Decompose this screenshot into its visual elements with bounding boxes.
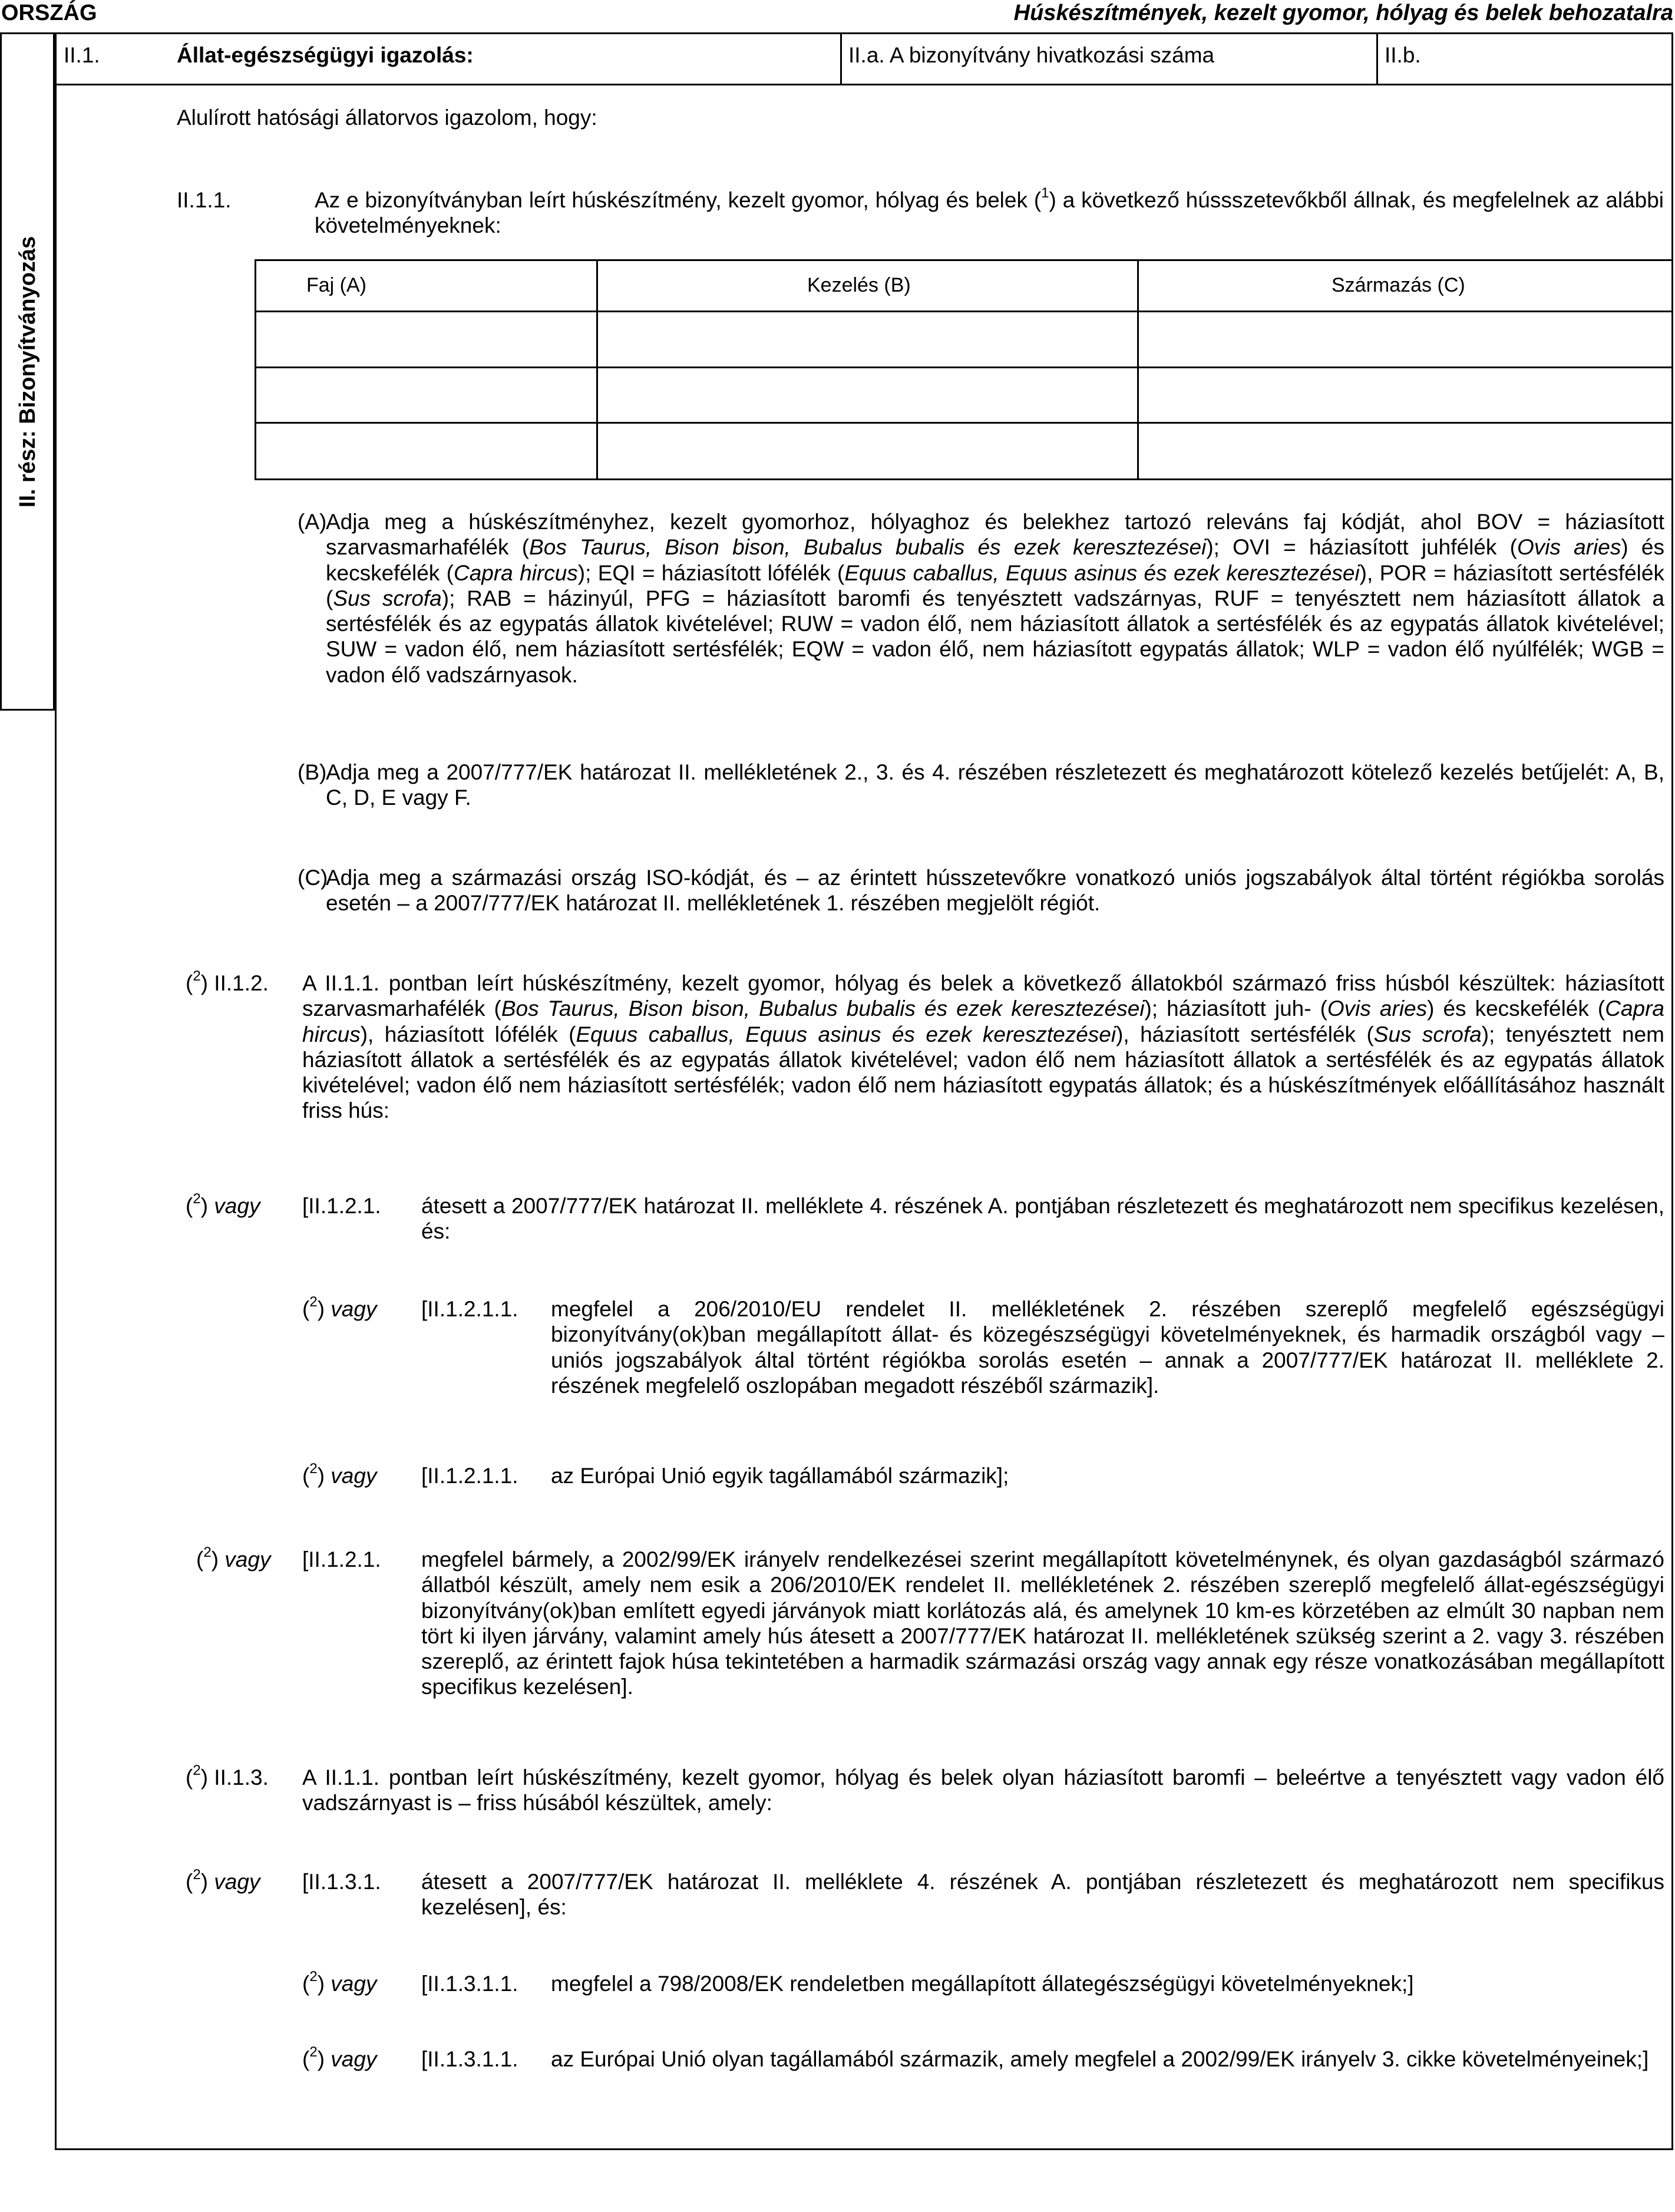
item6-text: megfelel a 798/2008/EK rendeletben megállapított állategészségügyi követelményeknek;] [551, 1972, 1414, 1996]
item5-number: [II.1.3.1. [302, 1870, 381, 1894]
item5-text: átesett a 2007/777/EK határozat II. melléklete 4. részének A. pontjában részletezett és meghatározott nem specifikus kezelésen], és: [421, 1870, 1664, 1920]
table-header-szarmazas: Származás (C) [1332, 274, 1465, 296]
item7-number: [II.1.3.1.1. [421, 2047, 518, 2071]
top-row-divider-1 [840, 32, 842, 85]
noteA-label: (A) [298, 510, 327, 534]
sidebar [0, 32, 55, 711]
noteB-text: Adja meg a 2007/777/EK határozat II. mellékletének 2., 3. és 4. részében részletezett és meghatározott kötelező kezelés betűjelét: A, B, C, D, E vagy F. [326, 760, 1664, 810]
p112-number: ($^2$) II.1.2. [186, 968, 269, 995]
p111-number: II.1.1. [177, 188, 232, 212]
item2-number: [II.1.2.1.1. [421, 1297, 518, 1321]
item3-vagy: ($^2$) vagy [302, 1461, 377, 1488]
table-header-faj: Faj (A) [306, 274, 366, 296]
sidebar-label: II. rész: Bizonyítványozás [15, 236, 40, 507]
iib-label: II.b. [1385, 43, 1421, 67]
item2-vagy: ($^2$) vagy [302, 1294, 377, 1321]
item4-vagy: ($^2$) vagy [196, 1544, 271, 1571]
main-frame-left-border [55, 32, 57, 2150]
p113-number: ($^2$) II.1.3. [186, 1762, 269, 1790]
top-row-divider-2 [1376, 32, 1378, 85]
noteA-text: Adja meg a húskészítményhez, kezelt gyomorhoz, hólyaghoz és belekhez tartozó releváns faj kódját, ahol BOV = háziasított szarvasmarhafélék (Bos Taurus, Bison bison, Bubalus bubalis és ezek keresztezései); OVI = háziasított juhfélék (Ovis aries) és kecskefélék (Capra hircus); EQI = háziasított lófélék (Equus caballus, Equus asinus és ezek keresztezései), POR = háziasított sertésfélék (Sus scrofa); RAB = házinyúl, PFG = háziasított baromfi és tenyésztett vadszárnyas, RUF = tenyésztett nem háziasított állatok a sertésfélék és az egypatás állatok kivételével; RUW = vadon élő, nem háziasított állatok a sertésfélék és az egypatás állatok kivételével; SUW = vadon élő, nem háziasított sertésfélék; EQW = vadon élő, nem háziasított egypatás állatok; WLP = vadon élő nyúlfélék; WGB = vadon élő vadszárnyasok. [326, 510, 1665, 687]
item7-vagy: ($^2$) vagy [302, 2044, 377, 2071]
table-bottom-line [255, 478, 1673, 480]
table-top-line [255, 259, 1673, 261]
item1-text: átesett a 2007/777/EK határozat II. melléklete 4. részének A. pontjában részletezett és meghatározott nem specifikus kezelésen, és: [421, 1194, 1664, 1244]
noteB-label: (B) [298, 760, 327, 784]
table-col-line-0 [255, 259, 256, 480]
item2-text: megfelel a 206/2010/EU rendelet II. mellékletének 2. részében szereplő megfelelő egészségügyi bizonyítvány(ok)ban megállapított állat- és közegészségügyi követelményeknek, és harmadik országból vagy – uniós jogszabályok által történt régiókba sorolás esetén – annak a 2007/777/EK határozat II. melléklete 2. részének megfelelő oszlopában megadott részéből származik]. [551, 1297, 1664, 1398]
item4-text: megfelel bármely, a 2002/99/EK irányelv rendelkezései szerint megállapított követelménynek, és olyan gazdaságból származó állatból készült, amely nem esik a 206/2010/EK rendelet II. mellékletének 2. részében szereplő megfelelő állat-egészségügyi bizonyítvány(ok)ban említett egyedi járványok miatt korlátozás alá, és amelynek 10 km-es körzetében az elmúlt 30 napban nem tört ki ilyen járvány, valamint amely hús átesett a 2007/777/EK határozat II. mellékletének szükség szerint a 2. vagy 3. részében szereplő, az érintett fajok húsa tekintetében a harmadik származási ország vagy annak egy része vonatkozásában megállapított specifikus kezelésen]. [421, 1547, 1664, 1699]
item5-vagy: ($^2$) vagy [186, 1867, 260, 1894]
section-number: II.1. [64, 43, 100, 67]
certificate-reference-label: II.a. A bizonyítvány hivatkozási száma [848, 43, 1215, 67]
p111-text: Az e bizonyítványban leírt húskészítmény, kezelt gyomor, hólyag és belek ($^1$) a következő hússszetevőkből állnak, és megfelelnek az alábbi követelményeknek: [315, 185, 1664, 238]
table-header-line [255, 311, 1673, 312]
section-title: Állat-egészségügyi igazolás: [177, 43, 474, 67]
noteC-label: (C) [298, 866, 328, 890]
document-title: Húskészítmények, kezelt gyomor, hólyag és belek behozatalra [1013, 1, 1673, 25]
noteC-text: Adja meg a származási ország ISO-kódját, és – az érintett hússzetevőkre vonatkozó uniós jogszabályok által történt régiókba sorolás esetén – a 2007/777/EK határozat II. mellékletének 1. részében megjelölt régiót. [326, 866, 1664, 916]
item7-text: az Európai Unió olyan tagállamából származik, amely megfelel a 2002/99/EK irányelv 3. cikke követelményeinek;] [551, 2047, 1649, 2071]
top-row-bottom-line [55, 84, 1673, 85]
item1-number: [II.1.2.1. [302, 1194, 381, 1218]
table-row-line-1 [255, 367, 1673, 368]
intro-text: Alulírott hatósági állatorvos igazolom, hogy: [177, 105, 597, 130]
table-header-kezeles: Kezelés (B) [807, 274, 911, 296]
p112-text: A II.1.1. pontban leírt húskészítmény, kezelt gyomor, hólyag és belek a következő állatokból származó friss húsból készültek: háziasított szarvasmarhafélék (Bos Taurus, Bison bison, Bubalus bubalis és ezek keresztezései); háziasított juh- (Ovis aries) és kecskefélék (Capra hircus), háziasított lófélék (Equus caballus, Equus asinus és ezek keresztezései), háziasított sertésfélék (Sus scrofa); tenyésztett nem háziasított állatok a sertésfélék és az egypatás állatok kivételével; vadon élő nem háziasított állatok a sertésfélék és az egypatás állatok kivételével; vadon élő nem háziasított sertésfélék; vadon élő nem háziasított egypatás állatok; és a húskészítmények előállításához használt friss hús: [302, 971, 1665, 1123]
table-col-line-2 [1137, 259, 1139, 480]
p113-text: A II.1.1. pontban leírt húskészítmény, kezelt gyomor, hólyag és belek olyan háziasított baromfi – beleértve a tenyésztett vagy vadon élő vadszárnyast is – friss húsából készültek, amely: [302, 1765, 1664, 1815]
item4-number: [II.1.2.1. [302, 1547, 381, 1571]
item3-text: az Európai Unió egyik tagállamából származik]; [551, 1464, 1009, 1488]
item1-vagy: ($^2$) vagy [186, 1191, 260, 1218]
item6-number: [II.1.3.1.1. [421, 1972, 518, 1996]
table-col-line-1 [596, 259, 598, 480]
table-row-line-2 [255, 422, 1673, 424]
item3-number: [II.1.2.1.1. [421, 1464, 518, 1488]
item6-vagy: ($^2$) vagy [302, 1969, 377, 1996]
country-label: ORSZÁG [1, 1, 97, 25]
